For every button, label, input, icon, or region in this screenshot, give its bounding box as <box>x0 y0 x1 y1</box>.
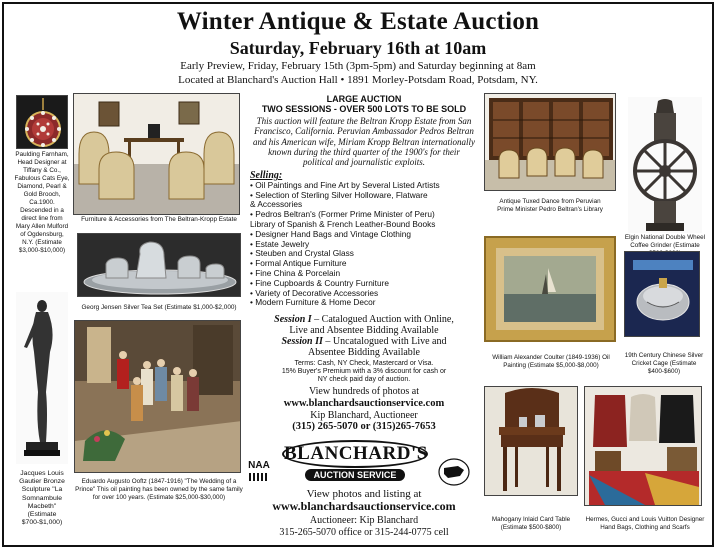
selling-item: • Modern Furniture & Home Decor <box>250 297 376 308</box>
estate-description: This auction will feature the Beltran Kropp Estate from San Francisco, California. Peruvian Ambassador Pedros Beltran and his American wife, Miriam Kropp Beltran internationally known during the third quarter of the 1900's for their political and journalistic exploits. <box>253 116 475 168</box>
location-text: Located at Blanchard's Auction Hall • 1891 Morley-Potsdam Road, Potsdam, NY. <box>178 74 538 86</box>
cricket-cage-photo <box>624 251 700 337</box>
logo-main-text: BLANCHARD'S <box>282 440 428 468</box>
auctioneer-name: Kip Blanchard, Auctioneer <box>310 410 418 421</box>
premium-text: 15% Buyer's Premium with a 3% discount for cash or <box>281 368 447 375</box>
parlor-caption: Furniture & Accessories from The Beltran-Kropp Estate <box>81 216 237 223</box>
designer-bags-photo <box>584 386 702 506</box>
wedding-painting <box>74 320 241 473</box>
coffee-grinder-photo <box>628 97 702 233</box>
selling-item: • Variety of Decorative Accessories <box>250 287 379 298</box>
premium-text-2: NY check paid day of auction. <box>317 376 411 383</box>
session-two-label: Session II <box>281 336 323 347</box>
selling-list <box>250 171 482 308</box>
selling-item: • Fine China & Porcelain <box>250 267 341 278</box>
coffee-grinder-caption: Elgin National Double Wheel Coffee Grinder (Estimate <box>624 234 706 250</box>
page-title: Winter Antique & Estate Auction <box>176 8 540 35</box>
selling-item: • Designer Hand Bags and Vintage Clothing <box>250 228 411 239</box>
session-one-label: Session I <box>274 314 312 325</box>
designer-bags-caption: Hermes, Gucci and Louis Vuitton Designer Hand Bags, Clothing and Scarfs <box>585 516 705 532</box>
bronze-caption: Jacques Louis Gautier Bronze Sculpture "La Somnambule Macbeth" (Estimate $700-$1,000) <box>19 470 65 527</box>
sessions-label: TWO SESSIONS - OVER 500 LOTS TO BE SOLD <box>261 104 467 114</box>
card-table-caption: Mahogany Inlaid Card Table (Estimate $500-$800) <box>491 516 571 532</box>
terms-text: Terms: Cash, NY Check, Mastercard or Visa. <box>294 360 434 367</box>
website-link-2[interactable]: www.blanchardsauctionservice.com <box>272 499 456 513</box>
brooch-caption: Paulding Farnham, Head Designer at Tiffany & Co., Fabulous Cats Eye, Diamond, Pearl & Gold Brooch, Ca.1900. Descended in a direct line from Mary Allen Mulford of Ogdensburg, N.Y. (Estimate $3,000-$10,000) <box>14 151 70 254</box>
parlor-photo <box>73 93 240 215</box>
seascape-caption: William Alexander Coulter (1849-1936) Oil Painting (Estimate $5,000-$8,000) <box>492 354 610 370</box>
selling-heading: Selling: <box>250 170 283 181</box>
website-link[interactable]: www.blanchardsauctionservice.com <box>283 398 445 409</box>
wedding-caption: Eduardo Augusto Ooftz (1847-1916) "The Wedding of a Prince" This oil painting has been owned by the same family for over 100 years. (Estimate $25,000-$30,000) <box>75 478 243 502</box>
bronze-photo <box>16 292 68 464</box>
selling-item: & Accessories <box>250 199 303 210</box>
selling-item: • Selection of Sterling Silver Holloware, Flatware <box>250 189 428 200</box>
selling-item: • Steuben and Crystal Glass <box>250 248 354 259</box>
brooch-photo <box>16 95 68 149</box>
view-photos-text: View hundreds of photos at <box>309 386 419 397</box>
naa-stripes <box>249 473 269 481</box>
blanchards-logo <box>282 440 428 486</box>
selling-item: • Fine Cupboards & Country Furniture <box>250 277 389 288</box>
library-caption: Antique Tuxed Dance from Peruvian Prime Minister Pedro Beltran's Library <box>497 198 603 214</box>
seascape-painting <box>484 236 616 342</box>
view-photos-2: View photos and listing at <box>306 488 422 500</box>
session-two <box>246 336 482 347</box>
session-one-text: – Catalogued Auction with Online, <box>311 314 454 325</box>
naa-logo <box>246 460 272 486</box>
auctioneer-2: Auctioneer: Kip Blanchard <box>309 515 419 526</box>
session-two-line2: Absentee Bidding Available <box>307 347 420 358</box>
session-one <box>246 314 482 325</box>
selling-item: • Pedros Beltran's (Former Prime Minister of Peru) <box>250 209 435 220</box>
card-table-photo <box>484 386 578 496</box>
logo-sub-text: AUCTION SERVICE <box>305 469 405 481</box>
phone-numbers: (315) 265-5070 or (315)265-7653 <box>292 421 436 432</box>
tea-set-photo <box>77 233 241 297</box>
nysaa-logo <box>438 458 470 486</box>
large-auction-label: LARGE AUCTION <box>326 94 402 104</box>
library-photo <box>484 93 616 191</box>
naa-text: NAA <box>248 460 270 471</box>
session-two-text: – Uncatalogued with Live and <box>322 336 447 347</box>
selling-item: Library of Spanish & French Leather-Bound Books <box>250 218 436 229</box>
intro-block <box>246 94 482 167</box>
selling-item: • Estate Jewelry <box>250 238 310 249</box>
auction-date: Saturday, February 16th at 10am <box>229 38 487 58</box>
phones-2: 315-265-5070 office or 315-244-0775 cell <box>279 527 449 538</box>
cricket-cage-caption: 19th Century Chinese Silver Cricket Cage (Estimate $400-$600) <box>624 352 704 376</box>
selling-item: • Oil Paintings and Fine Art by Several Listed Artists <box>250 179 440 190</box>
preview-text: Early Preview, Friday, February 15th (3pm-5pm) and Saturday beginning at 8am <box>180 60 536 72</box>
tea-set-caption: Georg Jensen Silver Tea Set (Estimate $1,000-$2,000) <box>81 304 237 311</box>
selling-item: • Formal Antique Furniture <box>250 258 347 269</box>
session-one-line2: Live and Absentee Bidding Available <box>289 325 439 336</box>
